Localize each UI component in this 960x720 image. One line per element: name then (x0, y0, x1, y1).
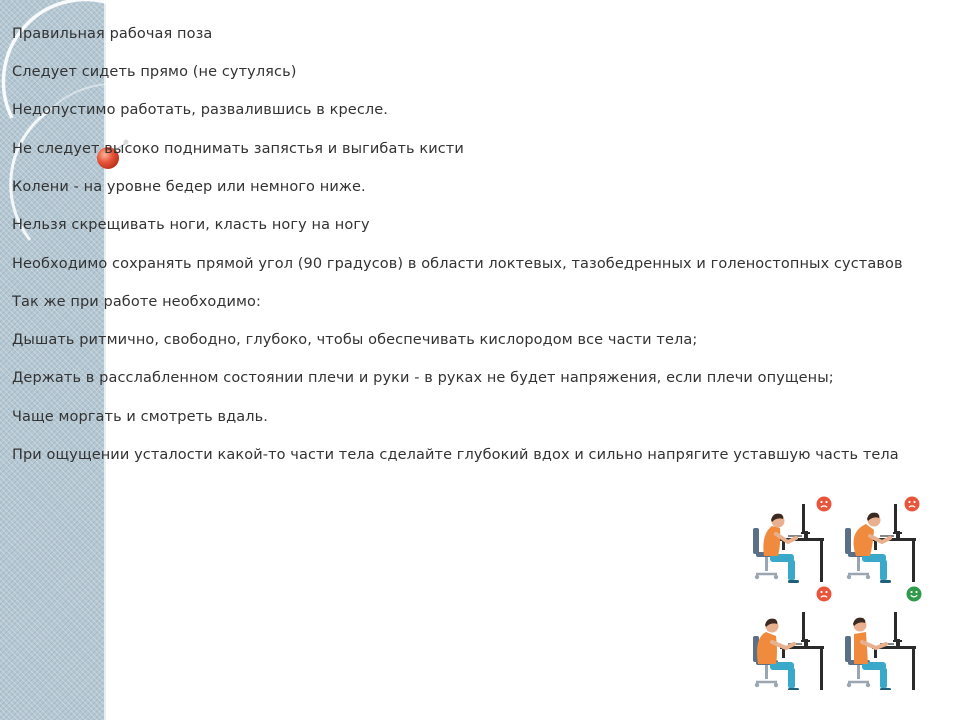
posture-panel-slouched (753, 497, 832, 584)
posture-panel-leaning (753, 587, 832, 691)
text-line: Так же при работе необходимо: (12, 294, 262, 310)
text-line: Держать в расслабленном состоянии плечи и руки - в руках не будет напряжения, если плечи опущены; (12, 370, 834, 386)
posture-illustration (748, 490, 928, 690)
text-line: Дышать ритмично, свободно, глубоко, чтобы обеспечивать кислородом все части тела; (12, 332, 698, 348)
text-line: Нельзя скрещивать ноги, класть ногу на ногу (12, 217, 370, 233)
text-line: Недопустимо работать, развалившись в кресле. (12, 102, 388, 118)
posture-panel-hunched (845, 497, 920, 584)
text-line: Колени - на уровне бедер или немного ниже. (12, 179, 366, 195)
text-line: Чаще моргать и смотреть вдаль. (12, 409, 268, 425)
text-line: Необходимо сохранять прямой угол (90 градусов) в области локтевых, тазобедренных и голеностопных суставов (12, 256, 903, 272)
text-line: Не следует высоко поднимать запястья и выгибать кисти (12, 141, 464, 157)
text-line: При ощущении усталости какой-то части тела сделайте глубокий вдох и сильно напрягите уставшую часть тела (12, 447, 899, 463)
text-line: Следует сидеть прямо (не сутулясь) (12, 64, 297, 80)
posture-panel-correct (845, 587, 922, 691)
text-line: Правильная рабочая поза (12, 26, 213, 42)
